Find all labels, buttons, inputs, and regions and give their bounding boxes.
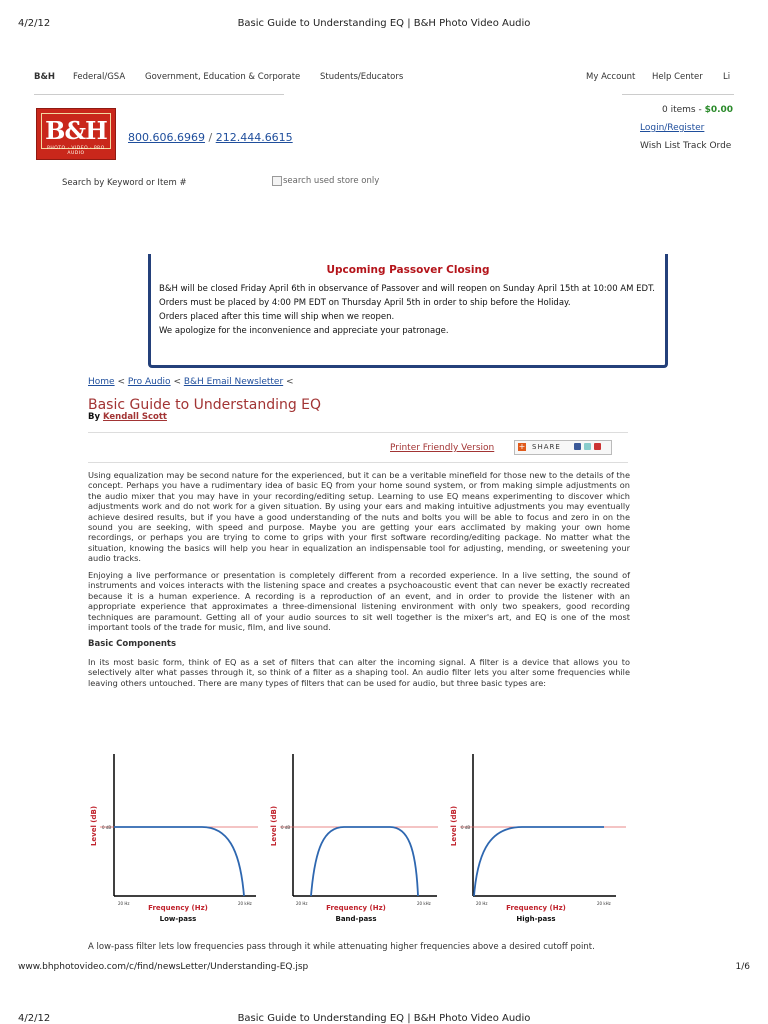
author-link[interactable]: Kendall Scott [102,412,167,422]
divider [88,462,628,463]
nav-bh[interactable]: B&H [34,72,56,82]
top-nav [34,72,734,96]
page-title: Basic Guide to Understanding EQ [88,397,322,413]
footer-url: www.bhphotovideo.com/c/find/newsLetter/Understanding-EQ.jsp [18,962,309,972]
facebook-icon [574,443,581,450]
filter-diagram [82,748,634,928]
x-axis-label: Frequency (Hz) [506,904,566,912]
cart-summary[interactable] [662,105,733,115]
y-axis-label: Level (dB) [90,805,98,847]
x-high-label: 20 kHz [417,901,431,906]
print-date: 4/2/12 [18,1013,51,1024]
panel-low-pass [90,754,258,923]
login-register-link[interactable]: Login/Register [640,123,705,133]
search-used-label: search used store only [283,176,380,186]
notice-line: We apologize for the inconvenience and appreciate your patronage. [159,326,449,336]
print-title: Basic Guide to Understanding EQ | B&H Photo Video Audio [237,18,531,29]
paragraph-live: Enjoying a live performance or presentation is completely different from a recorded experience. In a live setting, the sound of instruments and voices interacts with the listening space and creates a psychoacoustic event that can never be exactly recreated because it is a human experience. A recording is a reproduction of an event, and in order to provide the listener with an appropriate experience that approximates a three-dimensional listening environment with only two speakers, good recording techniques are paramount. Getting all of your audio sources to sit well together is the mixer's art, and EQ is one of the most important tools of the trade for music, film, and live sound. [88,570,630,633]
x-low-label: 20 Hz [296,901,308,906]
breadcrumb-sep: < [283,377,294,387]
zero-db-label: 0 dB [461,825,471,830]
share-button[interactable] [514,440,612,455]
x-axis-label: Frequency (Hz) [148,904,208,912]
nav-students[interactable]: Students/Educators [320,72,404,82]
nav-divider [34,94,284,95]
filter-diagram-svg [82,748,634,928]
nav-government[interactable]: Government, Education & Corporate [145,72,301,82]
phone-separator: / [208,131,213,144]
nav-my-account[interactable]: My Account [586,72,636,82]
notice-title: Upcoming Passover Closing [326,264,490,276]
byline [88,412,167,422]
cart-items: 0 items - [662,105,705,115]
byline-by: By [88,412,103,422]
breadcrumb-sep: < [170,377,184,387]
panel-caption: Low-pass [159,915,197,923]
logo-text: B&H [41,113,111,149]
printer-friendly-link[interactable]: Printer Friendly Version [390,443,495,453]
nav-divider-right [622,94,734,95]
email-icon [594,443,601,450]
x-axis-label: Frequency (Hz) [326,904,386,912]
x-high-label: 20 kHz [597,901,611,906]
y-axis-label: Level (dB) [270,805,278,847]
panel-caption: High-pass [516,915,556,923]
paragraph-intro: Using equalization may be second nature for the experienced, but it can be a veritable minefield for those new to the details of the concept. Perhaps you have a rudimentary idea of basic EQ from your home sound system, or from making simple adjustments on the audio mixer that you may have in your recording/editing setup. Learning to use EQ means experimenting to discover which adjustments work and do not work for a given situation. By using your ears and making intuitive adjustments you may eventually achieve desired results, but if you have a good understanding of the nuts and bolts you will be able to focus and zero in on the sound you are seeking, with speed and purpose. Maybe you are getting your ears acclimated by making your own home recordings, or perhaps you are trying to come to grips with your first software recording/editing package. No matter what the situation, knowing the basics will help you hear in equalization an indispensable tool for adjusting, mending, or sweetening your audio tracks. [88,470,630,564]
panel-caption: Band-pass [335,915,377,923]
print-title: Basic Guide to Understanding EQ | B&H Photo Video Audio [237,1013,531,1024]
panel-high-pass [450,754,626,923]
footer-page: 1/6 [735,962,750,972]
nav-login-partial[interactable]: Li [723,72,731,82]
breadcrumb [88,377,294,387]
phone-link-2[interactable]: 212.444.6615 [215,131,293,144]
panel-band-pass [270,754,438,923]
nav-federal-gsa[interactable]: Federal/GSA [73,72,126,82]
notice-line: Orders placed after this time will ship when we reopen. [159,312,395,322]
zero-db-label: 0 dB [102,825,112,830]
zero-db-label: 0 dB [281,825,291,830]
breadcrumb-sep: < [114,377,128,387]
figure-caption: A low-pass filter lets low frequencies pass through it while attenuating higher frequencies above a desired cutoff point. [88,942,595,952]
print-date: 4/2/12 [18,18,51,29]
search-label: Search by Keyword or Item # [62,178,187,188]
x-low-label: 20 Hz [476,901,488,906]
breadcrumb-pro-audio[interactable]: Pro Audio [127,377,171,387]
cart-amount: $0.00 [704,105,734,115]
bh-logo[interactable] [36,108,116,160]
logo-tagline: PHOTO · VIDEO · PRO AUDIO [47,146,105,156]
x-low-label: 20 Hz [118,901,130,906]
notice-line: Orders must be placed by 4:00 PM EDT on Thursday April 5th in order to ship before the Holiday. [159,298,571,308]
breadcrumb-home[interactable]: Home [88,377,115,387]
share-label: SHARE [532,443,561,451]
divider [88,432,628,433]
twitter-icon [584,443,591,450]
nav-help-center[interactable]: Help Center [652,72,703,82]
closing-notice [148,254,668,368]
section-heading: Basic Components [88,639,177,649]
breadcrumb-newsletter[interactable]: B&H Email Newsletter [183,377,284,387]
search-used-checkbox[interactable] [272,176,282,186]
phone-link-1[interactable]: 800.606.6969 [128,131,205,144]
paragraph-basic: In its most basic form, think of EQ as a set of filters that can alter the incoming signal. A filter is a device that allows you to selectively alter what passes through it, so think of a filter as a shaping tool. An audio filter lets you alter some frequencies while leaving others untouched. There are many types of filters that can be used for audio, but three basic types are: [88,657,630,688]
wish-track-links[interactable]: Wish List Track Orde [640,141,732,151]
share-plus-icon: + [518,442,526,451]
x-high-label: 20 kHz [238,901,252,906]
notice-line: B&H will be closed Friday April 6th in observance of Passover and will reopen on Sunday April 15th at 10:00 AM EDT. [159,284,655,294]
y-axis-label: Level (dB) [450,805,458,847]
phone-numbers [128,131,293,144]
